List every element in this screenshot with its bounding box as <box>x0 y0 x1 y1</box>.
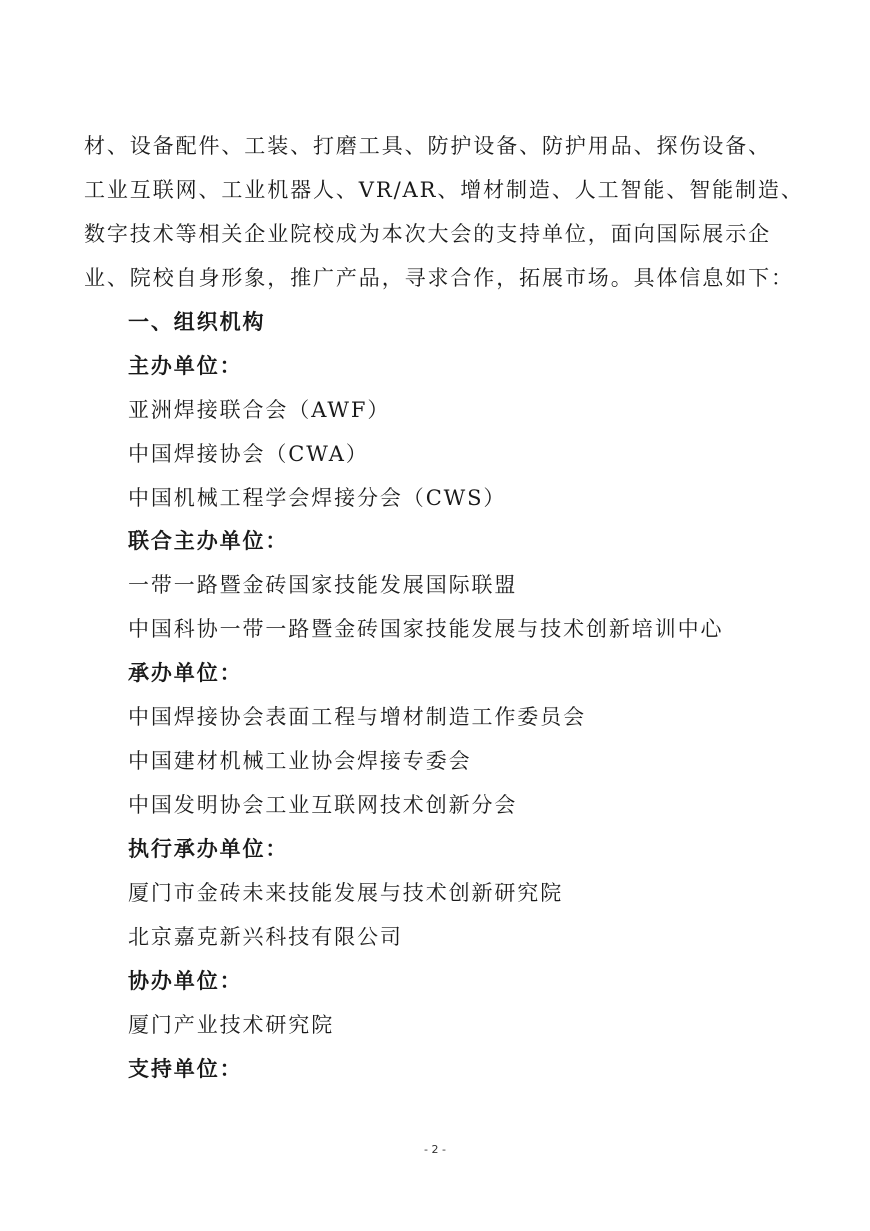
intro-line-2: 工业互联网、工业机器人、VR/AR、增材制造、人工智能、智能制造、 <box>84 178 804 202</box>
executive-organizers-heading: 执行承办单位： <box>128 836 289 861</box>
page-number: - 2 - <box>424 1143 446 1156</box>
co-organizers-heading: 协办单位： <box>128 968 243 993</box>
sponsors-heading: 主办单位： <box>128 353 243 378</box>
intro-line-1: 材、设备配件、工装、打磨工具、防护设备、防护用品、探伤设备、 <box>84 134 771 158</box>
sponsor-item: 亚洲焊接联合会（AWF） <box>128 398 391 422</box>
section-title: 一、组织机构 <box>128 309 266 334</box>
sponsor-item: 中国机械工程学会焊接分会（CWS） <box>128 486 507 510</box>
sponsor-item: 中国焊接协会（CWA） <box>128 442 369 466</box>
intro-line-3: 数字技术等相关企业院校成为本次大会的支持单位，面向国际展示企 <box>84 222 771 246</box>
organizer-item: 中国建材机械工业协会焊接专委会 <box>128 749 472 773</box>
organizer-item: 中国发明协会工业互联网技术创新分会 <box>128 793 518 817</box>
co-sponsor-item: 中国科协一带一路暨金砖国家技能发展与技术创新培训中心 <box>128 617 724 641</box>
co-sponsors-heading: 联合主办单位： <box>128 528 289 553</box>
organizer-item: 中国焊接协会表面工程与增材制造工作委员会 <box>128 705 586 729</box>
executive-organizer-item: 厦门市金砖未来技能发展与技术创新研究院 <box>128 881 564 905</box>
intro-line-4: 业、院校自身形象，推广产品，寻求合作，拓展市场。具体信息如下： <box>84 266 794 290</box>
co-sponsor-item: 一带一路暨金砖国家技能发展国际联盟 <box>128 573 518 597</box>
executive-organizer-item: 北京嘉克新兴科技有限公司 <box>128 925 403 949</box>
supporters-heading: 支持单位： <box>128 1056 243 1081</box>
organizers-heading: 承办单位： <box>128 660 243 685</box>
co-organizer-item: 厦门产业技术研究院 <box>128 1013 335 1037</box>
